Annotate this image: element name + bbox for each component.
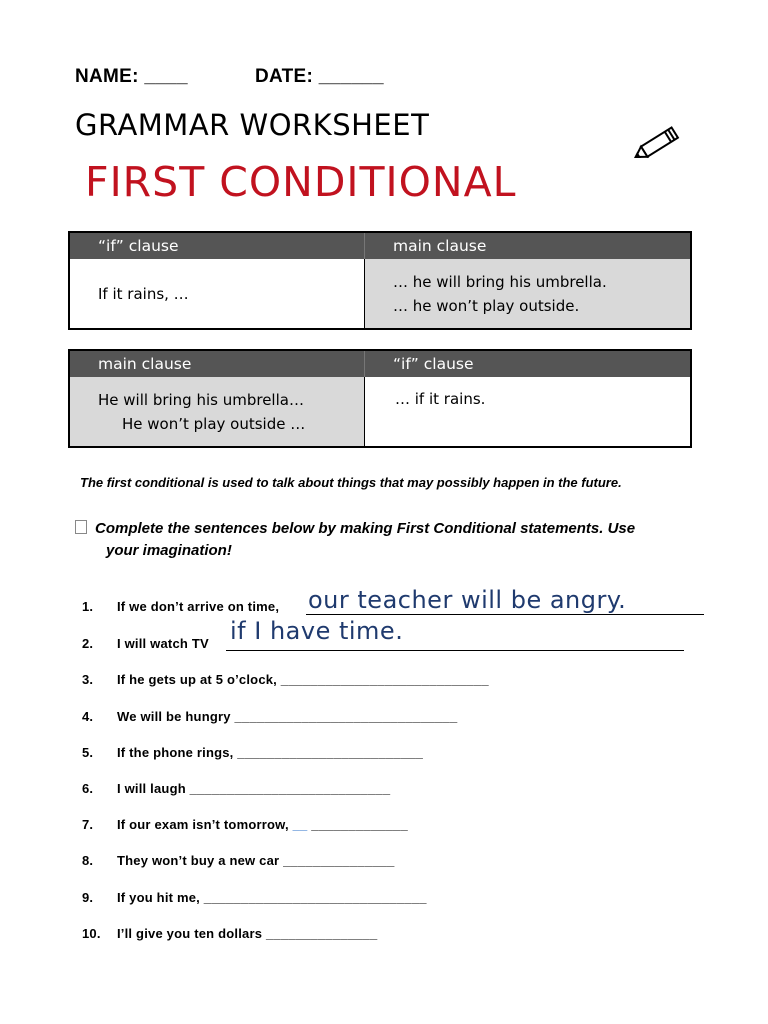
- table-header-if-clause: “if” clause: [365, 350, 692, 377]
- table-cell-if-clause: [69, 259, 365, 329]
- exercise-item-4[interactable]: [82, 709, 457, 724]
- item-prompt: I will watch TV: [117, 636, 209, 651]
- item-prompt: If he gets up at 5 o’clock, ____________________________: [117, 672, 489, 687]
- example-text: He won’t play outside …: [122, 414, 306, 433]
- pencil-icon: [630, 118, 690, 168]
- table-cell-main-clause: [69, 377, 365, 447]
- worksheet-title: FIRST CONDITIONAL: [85, 158, 517, 206]
- item-number: 5.: [82, 745, 94, 760]
- table-header-main-clause: main clause: [69, 350, 365, 377]
- item-prompt: I will laugh ___________________________: [117, 781, 391, 796]
- first-conditional-table-if-first: [68, 231, 692, 330]
- example-text: If it rains, …: [98, 284, 189, 303]
- instruction-line-2: your imagination!: [106, 542, 232, 559]
- exercise-item-2: [82, 636, 209, 651]
- item-blank-rest: _____________: [307, 817, 408, 832]
- name-field-label[interactable]: NAME: ____: [75, 66, 188, 87]
- exercise-item-9[interactable]: [82, 890, 427, 905]
- header-line: [75, 66, 384, 88]
- checkbox-icon: [75, 520, 87, 534]
- item-prompt: I’ll give you ten dollars __: [117, 926, 281, 941]
- item-prompt: If we don’t arrive on time,: [117, 599, 280, 614]
- example-text: … he won’t play outside.: [393, 296, 580, 315]
- table-header-row: [69, 232, 691, 259]
- handwritten-answer-1[interactable]: our teacher will be angry.: [308, 586, 627, 614]
- exercise-item-1: [82, 599, 279, 614]
- table-header-row: [69, 350, 691, 377]
- item-blank-rest: _____________: [280, 926, 378, 941]
- blue-blank: __: [292, 817, 308, 832]
- table-header-main-clause: main clause: [365, 232, 692, 259]
- date-field-label[interactable]: DATE: ______: [255, 66, 384, 87]
- instruction-line-1: Complete the sentences below by making First Conditional statements. Use: [95, 520, 636, 537]
- instruction-text: [75, 518, 635, 562]
- exercise-item-6[interactable]: [82, 781, 390, 796]
- item-number: 2.: [82, 636, 94, 651]
- item-prompt: If our exam isn’t tomorrow,: [117, 817, 289, 832]
- answer-line-1[interactable]: [306, 614, 704, 615]
- table-row: [69, 259, 691, 329]
- item-number: 1.: [82, 599, 94, 614]
- table-cell-if-clause: [365, 377, 692, 447]
- worksheet-subtitle: GRAMMAR WORKSHEET: [75, 108, 430, 142]
- item-number: 10.: [82, 926, 101, 941]
- item-number: 4.: [82, 709, 94, 724]
- example-text: … he will bring his umbrella.: [393, 272, 607, 291]
- item-prompt: If the phone rings, _________________________: [117, 745, 424, 760]
- first-conditional-table-main-first: [68, 349, 692, 448]
- answer-line-2[interactable]: [226, 650, 684, 651]
- exercise-item-8[interactable]: [82, 853, 395, 868]
- item-number: 9.: [82, 890, 94, 905]
- item-prompt: We will be hungry ______________________________: [117, 709, 458, 724]
- table-row: [69, 377, 691, 447]
- handwritten-answer-2[interactable]: if I have time.: [230, 617, 404, 645]
- exercise-item-10[interactable]: [82, 926, 377, 941]
- exercise-item-3[interactable]: [82, 672, 489, 687]
- item-number: 8.: [82, 853, 94, 868]
- explanation-text: The first conditional is used to talk about things that may possibly happen in the future.: [80, 475, 622, 490]
- item-number: 7.: [82, 817, 94, 832]
- exercise-item-5[interactable]: [82, 745, 423, 760]
- table-header-if-clause: “if” clause: [69, 232, 365, 259]
- example-text: He will bring his umbrella…: [98, 390, 304, 409]
- item-prompt: If you hit me, ______________________________: [117, 890, 427, 905]
- item-number: 6.: [82, 781, 94, 796]
- table-cell-main-clause: [365, 259, 692, 329]
- example-text: … if it rains.: [395, 390, 486, 408]
- item-blank-rest: _____________: [297, 853, 395, 868]
- exercise-item-7[interactable]: [82, 817, 408, 832]
- item-prompt: They won’t buy a new car __: [117, 853, 298, 868]
- item-number: 3.: [82, 672, 94, 687]
